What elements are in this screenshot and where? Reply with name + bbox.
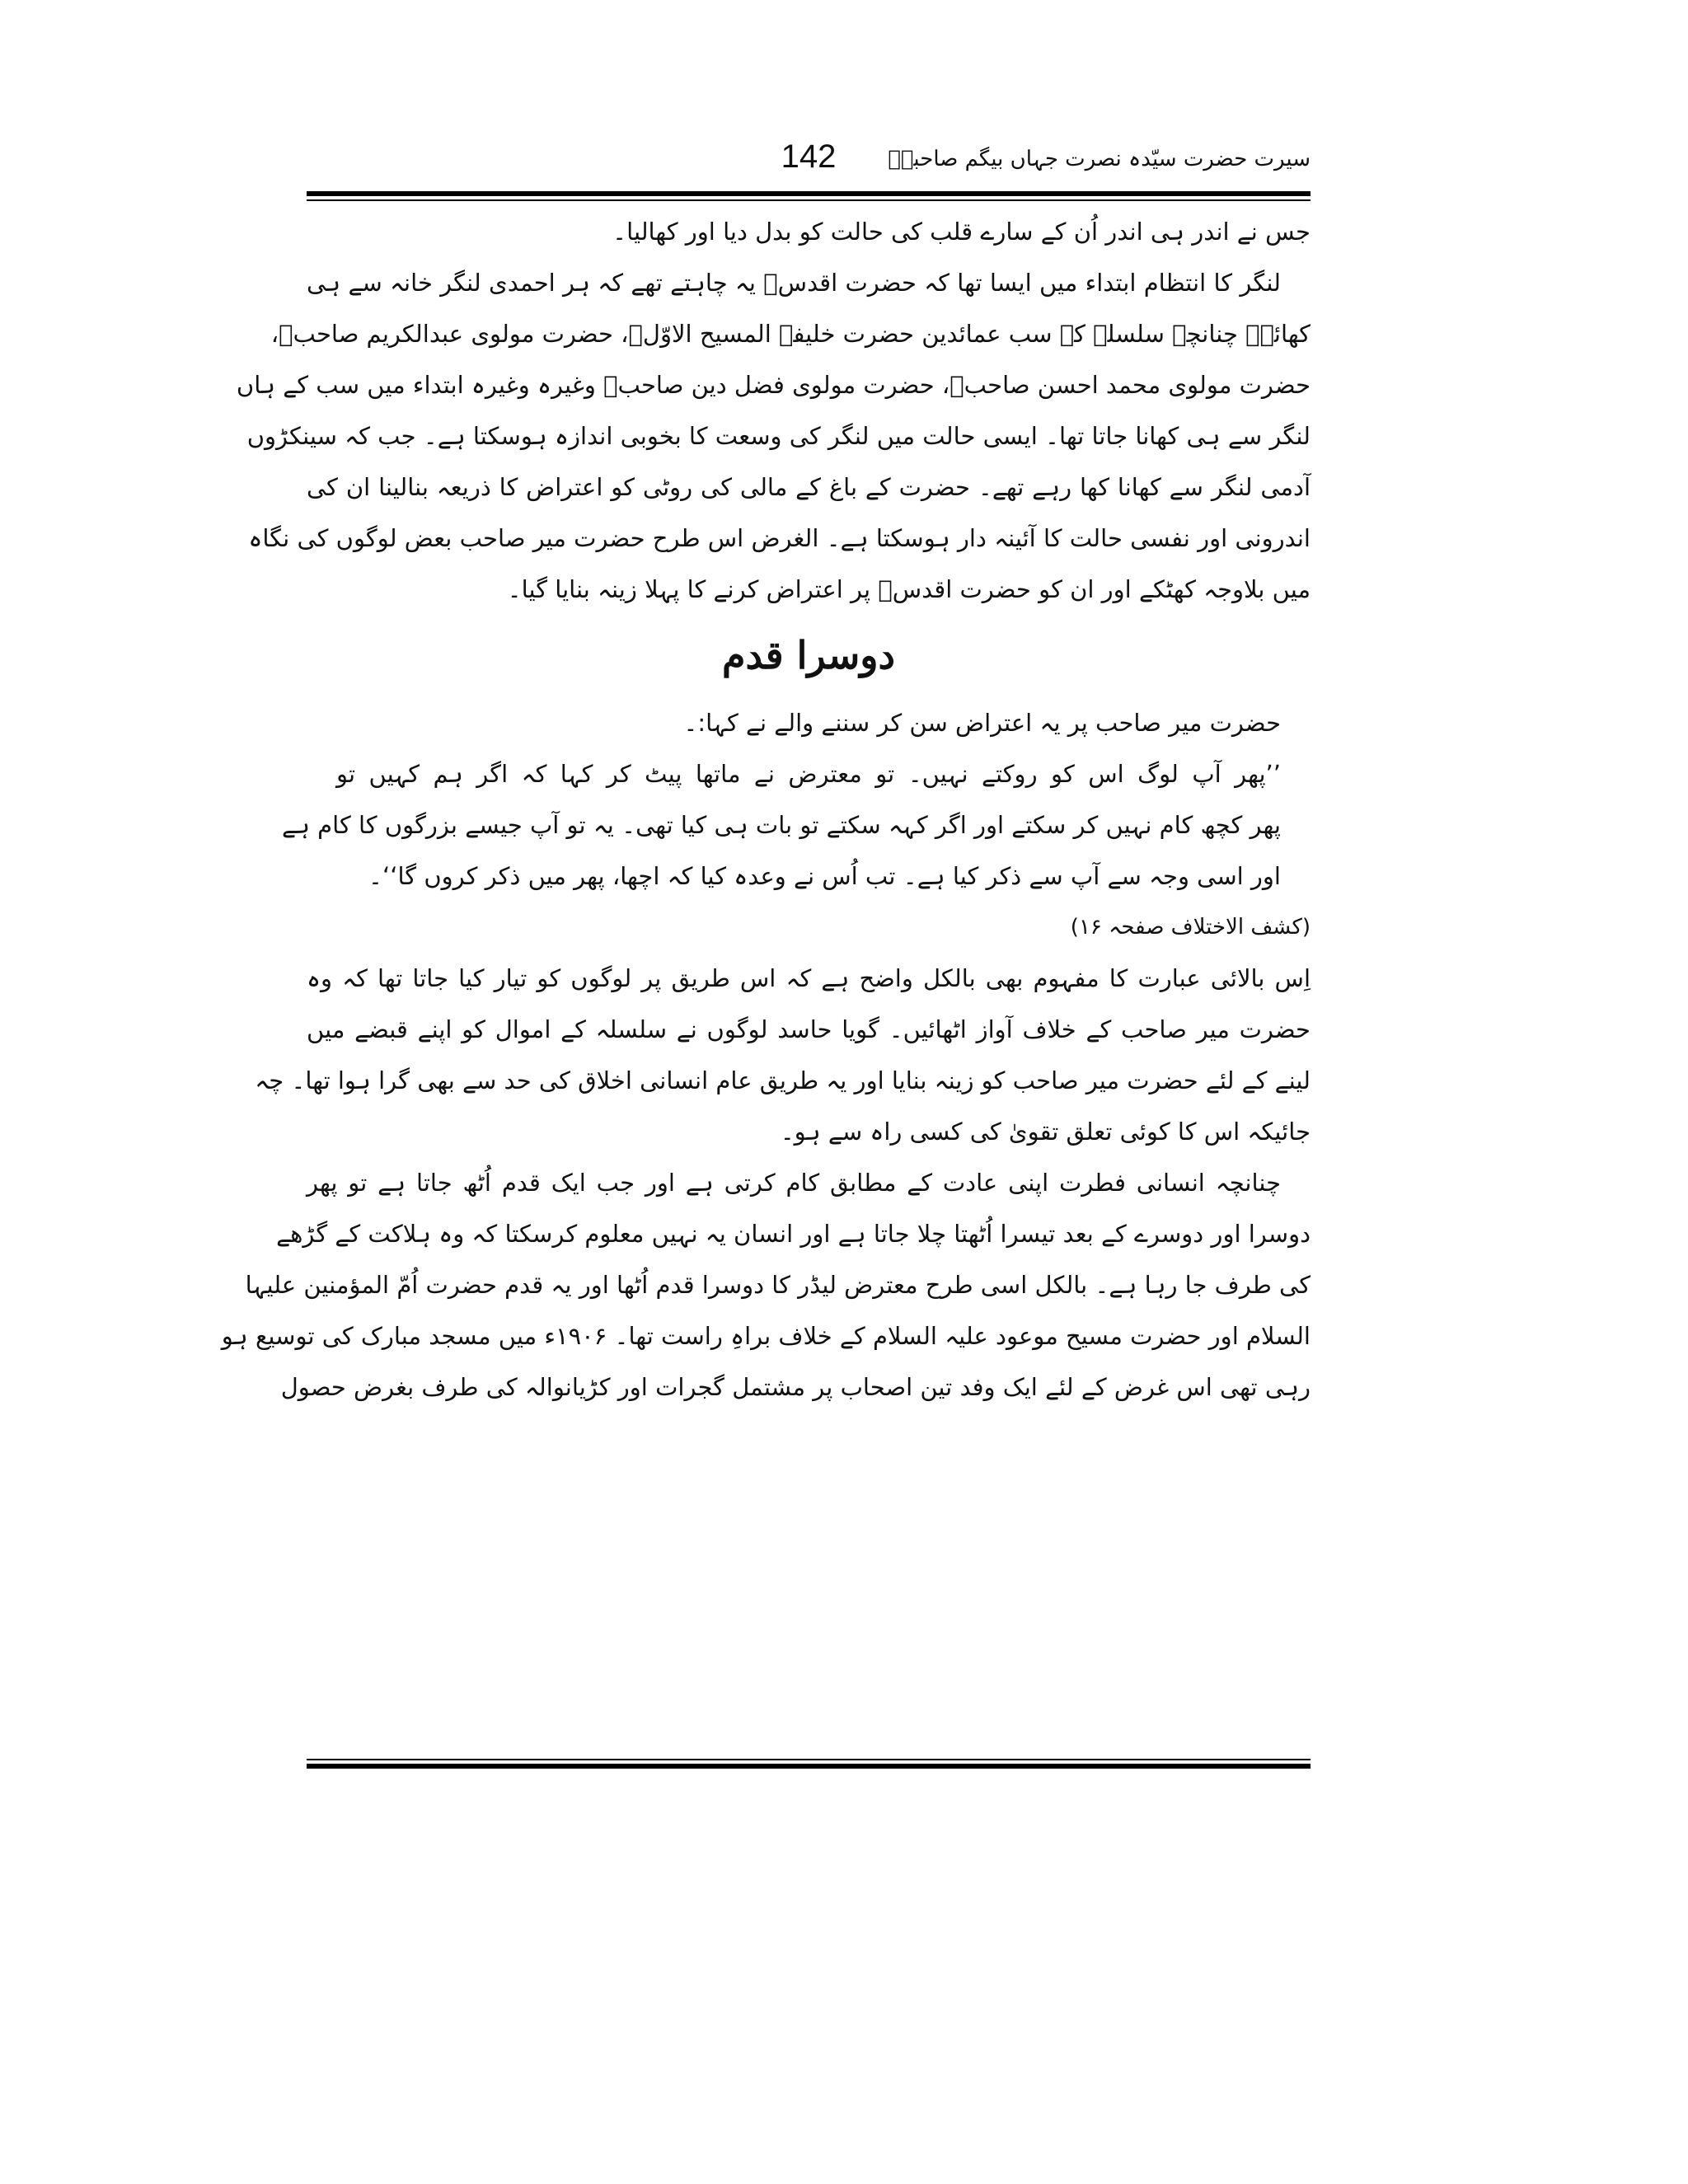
page-number: 142 — [781, 138, 837, 175]
paragraph-intro — [307, 697, 1311, 748]
text-line: لنگر کا انتظام ابتداء میں ایسا تھا کہ حضرت اقدسؑ یہ چاہتے تھے کہ ہر احمدی لنگر خانہ سے ہی — [307, 269, 1281, 297]
text-line: حضرت مولوی محمد احسن صاحبؓ، حضرت مولوی فضل دین صاحبؓ وغیرہ وغیرہ ابتداء میں سب کے ہاں — [236, 371, 1311, 399]
text-line: السلام اور حضرت مسیح موعود علیہ السلام کے خلاف براہِ راست تھا۔ ۱۹۰۶ء میں مسجد مبارک کی توسیع ہو — [221, 1322, 1311, 1350]
text-line: اندرونی اور نفسی حالت کا آئینہ دار ہوسکتا ہے۔ الغرض اس طرح حضرت میر صاحب بعض لوگوں کی نگاہ — [248, 524, 1311, 552]
text-line: چنانچہ انسانی فطرت اپنی عادت کے مطابق کام کرتی ہے اور جب ایک قدم اُٹھ جاتا ہے تو پھر — [307, 1169, 1281, 1197]
section-heading: دوسرا قدم — [721, 633, 896, 677]
quote-line: ’’پھر آپ لوگ اس کو روکتے نہیں۔ تو معترض نے ماتھا پیٹ کر کہا کہ اگر ہم کہیں تو — [336, 760, 1281, 788]
text-line: میں بلاوجہ کھٹکے اور ان کو حضرت اقدسؑ پر اعتراض کرنے کا پہلا زینہ بنایا گیا۔ — [507, 575, 1311, 603]
text-line: حضرت میر صاحب پر یہ اعتراض سن کر سننے والے نے کہا:۔ — [683, 709, 1281, 737]
paragraph-second-step — [221, 1157, 1311, 1413]
text-line: کی طرف جا رہا ہے۔ بالکل اسی طرح معترض لیڈر کا دوسرا قدم اُٹھا اور یہ قدم حضرت اُمّ المؤمنین علیہا — [245, 1271, 1311, 1299]
page-body — [221, 206, 1311, 1413]
block-quote — [281, 748, 1311, 902]
paragraph-langar — [236, 257, 1311, 615]
paragraph-analysis — [255, 953, 1311, 1157]
running-title: سیرت حضرت سیّدہ نصرت جہاں بیگم صاحبہؓ — [888, 147, 1311, 171]
text-line: جس نے اندر ہی اندر اُن کے سارے قلب کی حالت کو بدل دیا اور کھالیا۔ — [612, 218, 1311, 246]
text-line: آدمی لنگر سے کھانا کھا رہے تھے۔ حضرت کے باغ کے مالی کی روٹی کو اعتراض کا ذریعہ بنالینا ان کی — [307, 473, 1311, 501]
footer-divider — [307, 1759, 1311, 1769]
header-divider — [307, 191, 1311, 201]
text-line: دوسرا اور دوسرے کے بعد تیسرا اُٹھتا چلا جاتا ہے اور انسان یہ نہیں معلوم کرسکتا کہ وہ ہلاکت کے گڑھے — [276, 1220, 1311, 1248]
text-line: جائیکہ اس کا کوئی تعلق تقویٰ کی کسی راہ سے ہو۔ — [780, 1118, 1311, 1146]
paragraph-continuation — [307, 206, 1311, 257]
quote-line: اور اسی وجہ سے آپ سے ذکر کیا ہے۔ تب اُس نے وعدہ کیا کہ اچھا، پھر میں ذکر کروں گا‘‘۔ — [368, 862, 1281, 890]
quote-line: پھر کچھ کام نہیں کر سکتے اور اگر کہہ سکتے تو بات ہی کیا تھی۔ یہ تو آپ جیسے بزرگوں کا کام ہے — [281, 811, 1281, 839]
text-line: رہی تھی اس غرض کے لئے ایک وفد تین اصحاب پر مشتمل گجرات اور کڑیانوالہ کی طرف بغرض حصول — [280, 1373, 1311, 1401]
text-line: اِس بالائی عبارت کا مفہوم بھی بالکل واضح ہے کہ اس طریق پر لوگوں کو تیار کیا جاتا تھا کہ وہ — [307, 964, 1311, 992]
text-line: لنگر سے ہی کھانا جاتا تھا۔ ایسی حالت میں لنگر کی وسعت کا بخوبی اندازہ ہوسکتا ہے۔ جب کہ سینکڑوں — [246, 422, 1311, 450]
text-line: لینے کے لئے حضرت میر صاحب کو زینہ بنایا اور یہ طریق عام انسانی اخلاق کی حد سے بھی گرا ہوا تھا۔ چہ — [255, 1066, 1311, 1094]
citation: (کشف الاختلاف صفحہ ۱۶) — [1070, 915, 1311, 940]
text-line: حضرت میر صاحب کے خلاف آواز اٹھائیں۔ گویا حاسد لوگوں نے سلسلہ کے اموال کو اپنے قبضے میں — [307, 1015, 1311, 1043]
section-heading-wrap — [307, 615, 1311, 697]
text-line: کھائے۔ چنانچہ سلسلہ کے سب عمائدین حضرت خلیفۃ المسیح الاوّلؓ، حضرت مولوی عبدالکریم صاحبؓ، — [270, 320, 1311, 348]
